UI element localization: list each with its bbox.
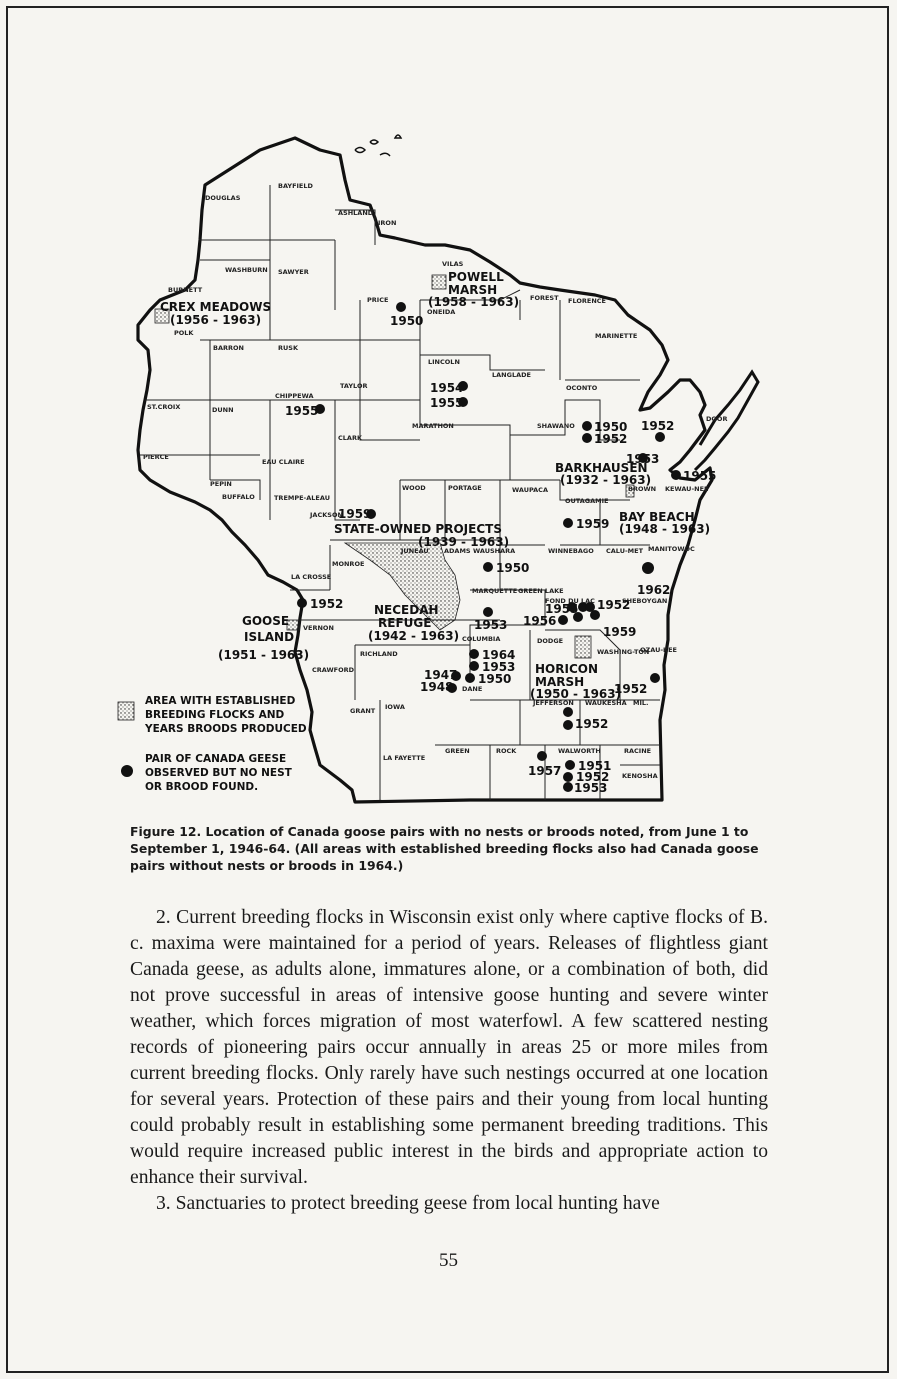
area-label: BAY BEACH [619,510,695,524]
county-label: LANGLADE [492,371,531,379]
county-label: RUSK [278,344,299,352]
county-label: FOREST [530,294,559,302]
county-label: SAWYER [278,268,309,276]
county-label: WALWORTH [558,747,601,755]
area-label: (1958 - 1963) [428,295,520,309]
year-label: 1952 [641,419,675,433]
year-label: 1952 [575,717,609,731]
legend-pair-line3: OR BROOD FOUND. [145,781,259,793]
county-label: GRANT [350,707,376,715]
county-label: WINNEBAGO [548,547,594,555]
caption-text: Location of Canada goose pairs with no nests or broods noted, from June 1 to September 1, 1946-64. (All areas with established breeding flocks also had Canada goose pairs without nests or broods in 1964.) [130,824,759,873]
county-label: MARATHON [412,422,454,430]
county-label: ADAMS [444,547,471,555]
area-label: POWELL [448,270,504,284]
county-label: OUTAGAMIE [565,497,609,505]
year-label: 1955 [545,602,579,616]
body-text [130,905,768,1217]
county-label: LINCOLN [428,358,460,366]
area-label: GOOSE [242,614,290,628]
county-label: VERNON [303,624,334,632]
county-label: CRAWFORD [312,666,355,674]
county-label: WOOD [402,484,426,492]
county-label: PEPIN [210,480,232,488]
county-label: LA CROSSE [291,573,332,581]
year-label: 1953 [626,452,660,466]
area-label: STATE-OWNED PROJECTS [334,522,502,536]
map-legend [118,695,307,793]
county-label: BARRON [213,344,244,352]
county-label: ST.CROIX [147,403,181,411]
county-label: WAUKESHA [585,699,627,707]
year-label: 1964 [482,648,516,662]
year-label: 1955 [683,469,717,483]
county-label: WASHBURN [225,266,268,274]
year-label: 1957 [528,764,562,778]
county-label: GREEN [445,747,470,755]
paragraph: 3. Sanctuaries to protect breeding geese from local hunting have [156,1193,660,1214]
county-label: WASHING-TON [597,648,650,656]
area-label: (1939 - 1963) [418,535,510,549]
county-label: COLUMBIA [462,635,501,643]
county-label: TAYLOR [340,382,368,390]
county-label: IRON [378,219,397,227]
year-label: 1953 [574,781,608,795]
county-label: BROWN [628,485,657,493]
county-label: GREEN LAKE [518,587,564,595]
year-label: 1952 [614,682,648,696]
caption-label: Figure 12. [130,824,202,839]
islands [355,135,401,156]
area-label: REFUGE [378,616,432,630]
year-label: 1959 [576,517,610,531]
year-label: 1950 [496,561,530,575]
year-label: 1962 [637,583,671,597]
year-label: 1954 [430,381,464,395]
area-label: ISLAND [244,630,295,644]
county-label: SHEBOYGAN [622,597,668,605]
county-label: DOOR [706,415,728,423]
county-label: CHIPPEWA [275,392,314,400]
county-label: JUNEAU [401,547,429,555]
county-label: MIL. [633,699,649,707]
county-label: PORTAGE [448,484,482,492]
county-label: FOND DU LAC [545,597,595,605]
county-label: POLK [174,329,194,337]
county-label: CLARK [338,434,362,442]
legend-pair-dot [121,765,133,777]
county-label: BURNETT [168,286,203,294]
county-label: FLORENCE [568,297,606,305]
year-label: 1952 [597,598,631,612]
county-label: JACKSON [310,511,343,519]
county-label: SHAWANO [537,422,575,430]
legend-pair-line1: PAIR OF CANADA GEESE [145,753,287,765]
county-label: WAUSHARA [473,547,516,555]
county-label: IOWA [385,703,405,711]
paragraph: 2. Current breeding flocks in Wisconsin exist only where captive flocks of B. c. maxima were maintained for a period of years. Releases of flightless giant Canada geese, as adults alone, immatures alone, or a combination of both, did not prove successful in areas of intensive goose hunting and severe winter weather, which forces migration of most waterfowl. A few scattered nesting records of pioneering pairs occur annually in areas 25 or more miles from current breeding flocks. Only rarely have such nestings occurred at one location for several years. Protection of these pairs and their young from local hunting could probably result in establishing some permanent breeding traditions. This would require increased public interest in the birds and appropriate action to enhance their survival. [130,907,768,1188]
county-label: KEWAU-NEE [665,485,709,493]
area-label: BARKHAUSEN [555,461,648,475]
county-label: RACINE [624,747,652,755]
county-label: DANE [462,685,483,693]
county-label: MONROE [332,560,365,568]
county-label: BAYFIELD [278,182,313,190]
year-label: 1952 [594,432,628,446]
year-label: 1950 [390,314,424,328]
area-label: HORICON [535,662,598,676]
year-label: 1959 [603,625,637,639]
year-label: 1953 [482,660,516,674]
county-label: JEFFERSON [533,699,574,707]
county-label: MARINETTE [595,332,638,340]
area-label: MARSH [535,675,585,689]
county-label: PRICE [367,296,389,304]
county-label: MANITOWOC [648,545,695,553]
year-label: 1955 [430,396,464,410]
year-label: 1956 [523,614,557,628]
year-label: 1952 [310,597,344,611]
county-label: DODGE [537,637,564,645]
county-label: LA FAYETTE [383,754,426,762]
county-label: CALU-MET [606,547,644,555]
area-label: MARSH [448,283,498,297]
year-label: 1953 [474,618,508,632]
year-label: 1948 [420,680,454,694]
year-label: 1951 [578,759,612,773]
page-number: 55 [439,1250,458,1271]
year-label: 1955 [285,404,319,418]
county-label: ASHLAND [338,209,374,217]
county-label: RICHLAND [360,650,398,658]
legend-area-line1: AREA WITH ESTABLISHED [145,695,296,707]
area-label: (1932 - 1963) [560,473,652,487]
county-label: TREMPE-ALEAU [274,494,330,502]
county-label: VILAS [442,260,464,268]
county-label: EAU CLAIRE [262,458,305,466]
area-label: CREX MEADOWS [160,300,272,314]
county-label: PIERCE [143,453,169,461]
year-label: 1950 [478,672,512,686]
county-label: OCONTO [566,384,598,392]
county-label: BUFFALO [222,493,255,501]
area-label: (1950 - 1963) [530,687,622,701]
legend-area-line3: YEARS BROODS PRODUCED [145,723,307,735]
year-label: 1947 [424,668,458,682]
county-label: WAUPACA [512,486,548,494]
county-label: DUNN [212,406,234,414]
year-label: 1952 [576,770,610,784]
county-label: ROCK [496,747,517,755]
year-label: 1959 [338,507,372,521]
legend-area-swatch [118,702,134,720]
year-label: 1950 [594,420,628,434]
county-label: KENOSHA [622,772,658,780]
county-label: ONEIDA [427,308,456,316]
area-label: (1951 - 1963) [218,648,310,662]
area-label: NECEDAH [374,603,439,617]
county-label: DOUGLAS [205,194,241,202]
figure-caption [130,823,770,874]
county-label: OZAU-KEE [640,646,677,654]
legend-area-line2: BREEDING FLOCKS AND [145,709,285,721]
area-label: (1956 - 1963) [170,313,262,327]
area-label: (1942 - 1963) [368,629,460,643]
legend-pair-line2: OBSERVED BUT NO NEST [145,767,292,779]
county-label: MARQUETTE [472,587,518,595]
area-label: (1948 - 1963) [619,522,711,536]
